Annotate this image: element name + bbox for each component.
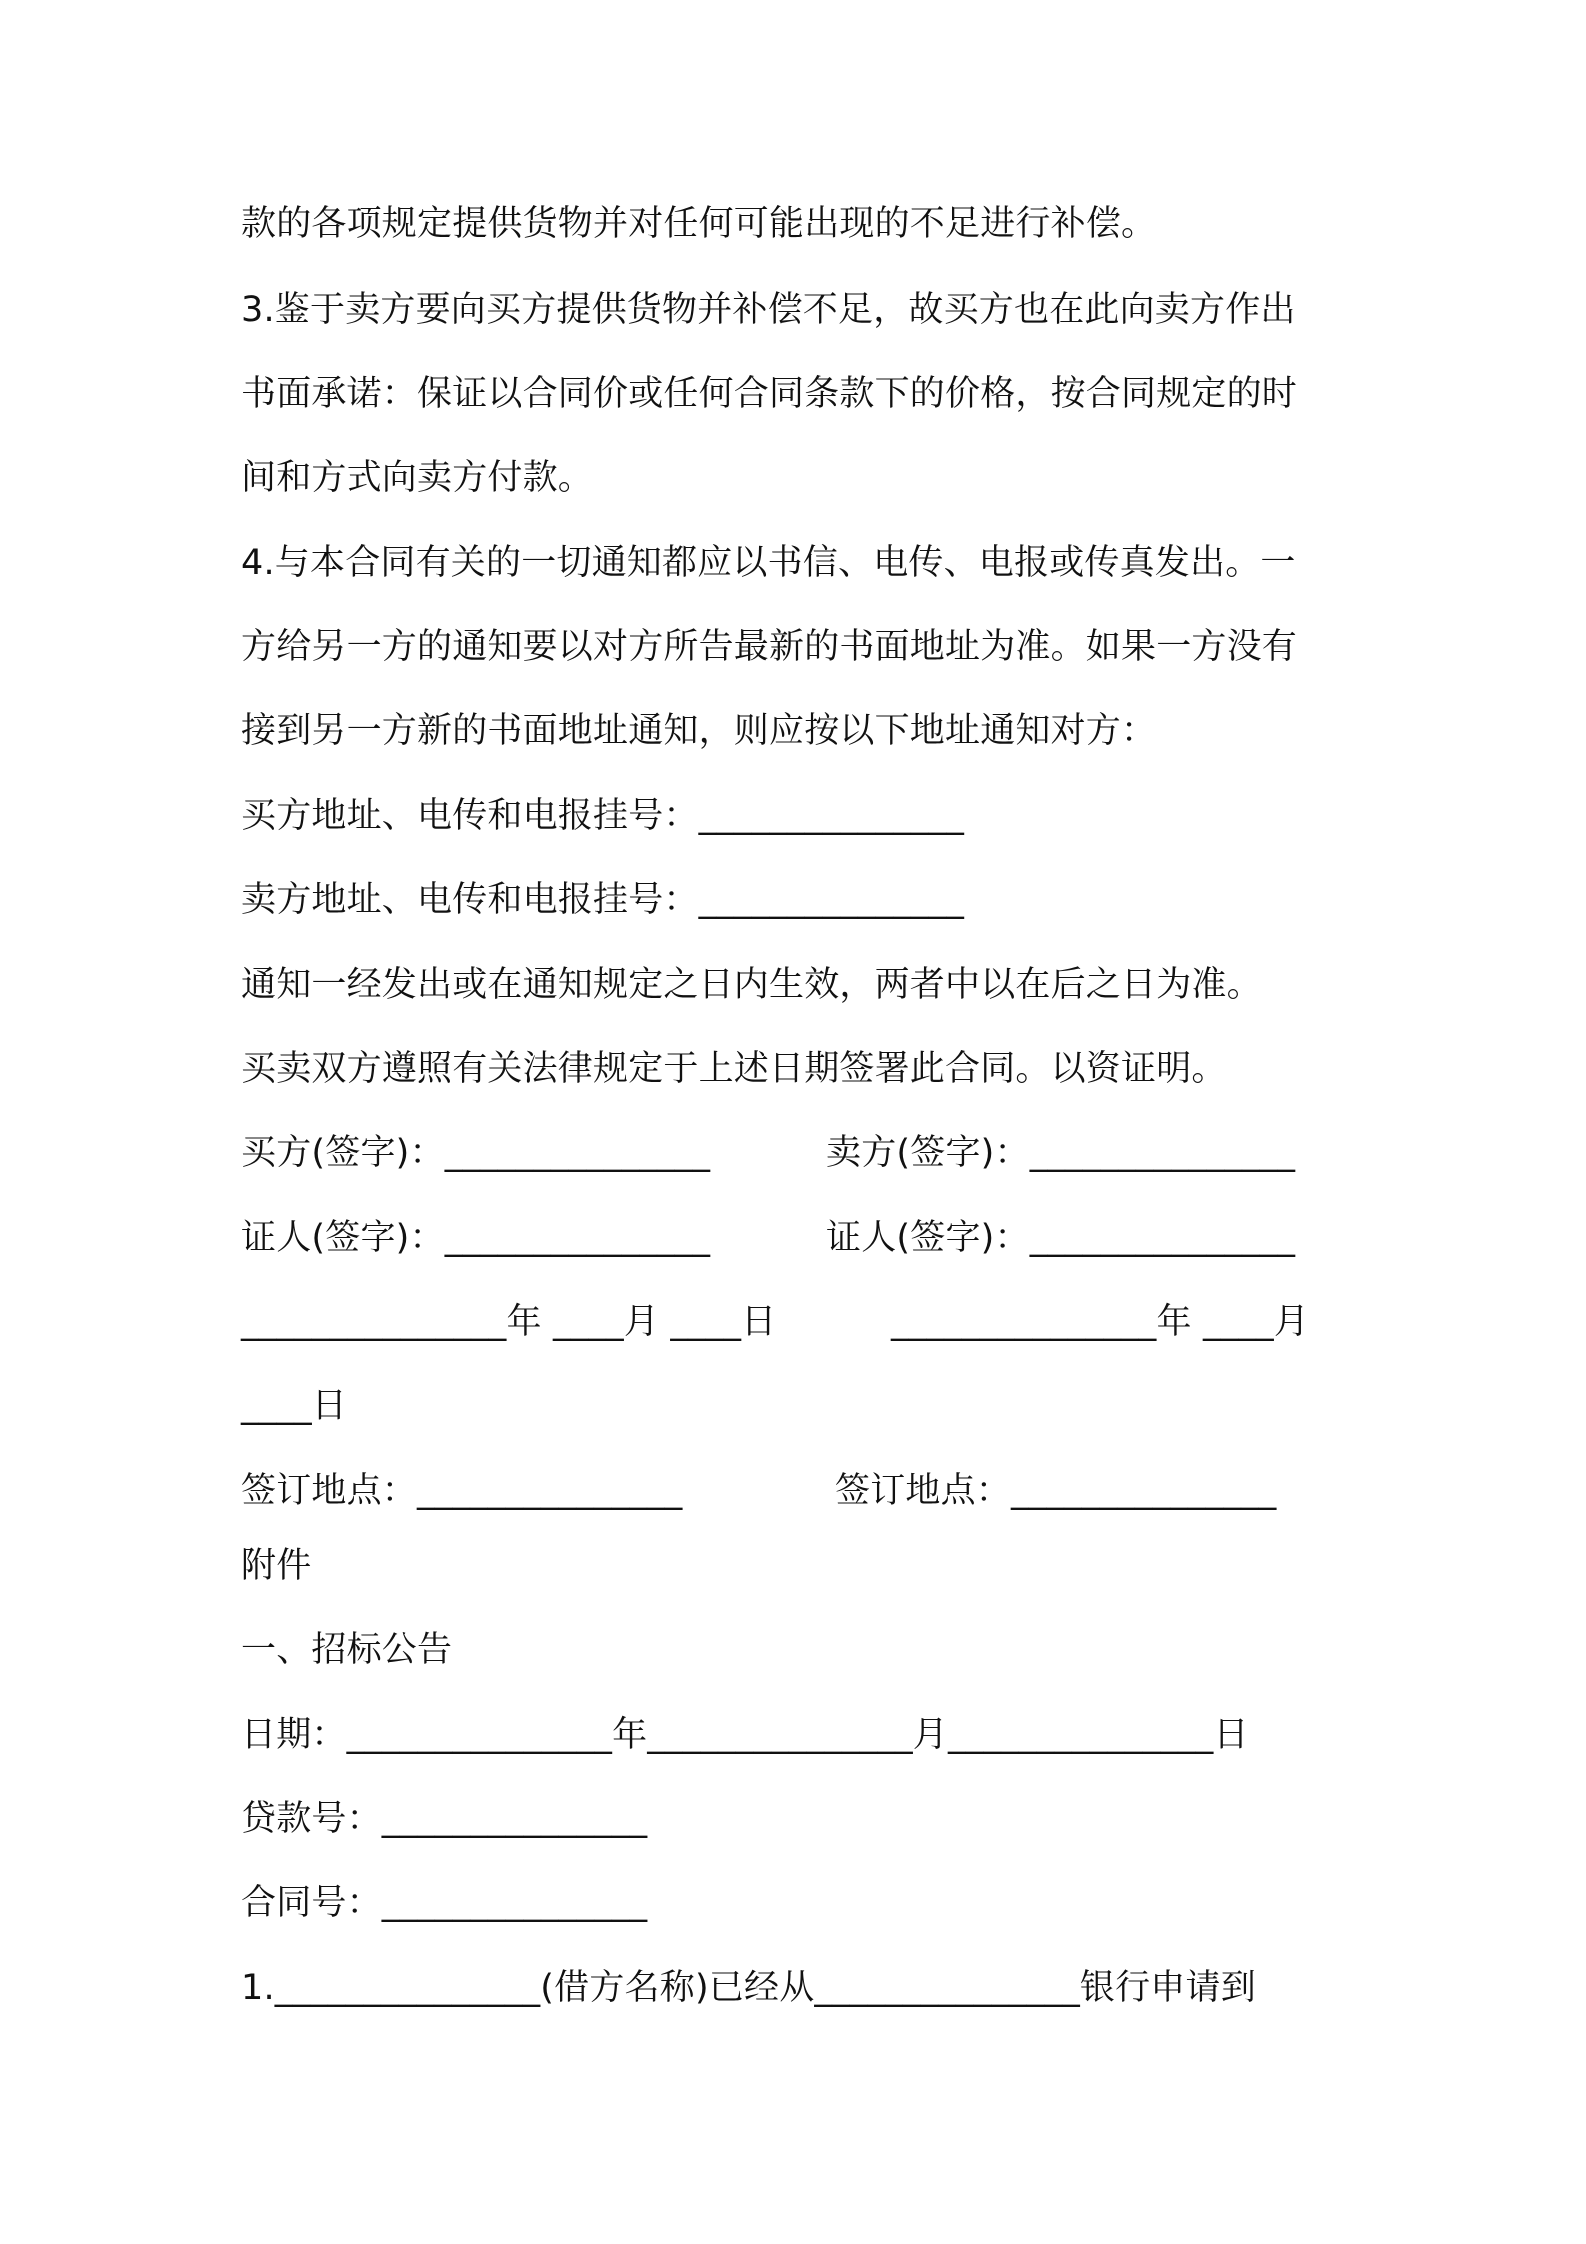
paragraph-line: 书面承诺：保证以合同价或任何合同条款下的价格，按合同规定的时	[241, 374, 1298, 414]
witness-signature-left: 证人(签字)：_______________	[241, 1218, 711, 1258]
signature-row-witnesses	[241, 1213, 1361, 1263]
annex-loan-number: 贷款号：_______________	[241, 1799, 648, 1839]
signature-row-parties	[241, 1128, 1361, 1178]
signature-row-places	[241, 1466, 1361, 1516]
signing-place-right: 签订地点：_______________	[835, 1471, 1277, 1511]
date-right: _______________年 ____月	[891, 1302, 1310, 1342]
buyer-address-line: 买方地址、电传和电报挂号：_______________	[241, 796, 965, 836]
seller-signature: 卖方(签字)：_______________	[826, 1133, 1296, 1173]
date-right-continuation: ____日	[241, 1386, 348, 1426]
annex-section-heading: 一、招标公告	[241, 1630, 453, 1670]
paragraph-line: 间和方式向卖方付款。	[241, 458, 594, 498]
paragraph-line: 接到另一方新的书面地址通知，则应按以下地址通知对方：	[241, 711, 1157, 751]
paragraph-line: 方给另一方的通知要以对方所告最新的书面地址为准。如果一方没有	[241, 627, 1298, 667]
buyer-signature: 买方(签字)：_______________	[241, 1133, 711, 1173]
annex-title: 附件	[241, 1546, 312, 1586]
annex-date-line: 日期：_______________年_______________月_______________日	[241, 1715, 1249, 1755]
paragraph-line: 3.鉴于卖方要向买方提供货物并补偿不足，故买方也在此向卖方作出	[241, 290, 1296, 330]
signing-place-left: 签订地点：_______________	[241, 1471, 683, 1511]
paragraph-line: 通知一经发出或在通知规定之日内生效，两者中以在后之日为准。	[241, 965, 1262, 1005]
paragraph-line: 款的各项规定提供货物并对任何可能出现的不足进行补偿。	[241, 204, 1157, 244]
annex-contract-number: 合同号：_______________	[241, 1883, 648, 1923]
witness-signature-right: 证人(签字)：_______________	[826, 1218, 1296, 1258]
signature-row-dates	[241, 1297, 1361, 1347]
annex-item-1: 1._______________(借方名称)已经从_______________银行申请到	[241, 1968, 1256, 2008]
paragraph-line: 4.与本合同有关的一切通知都应以书信、电传、电报或传真发出。一	[241, 543, 1296, 583]
date-left: _______________年 ____月 ____日	[241, 1302, 777, 1342]
paragraph-line: 买卖双方遵照有关法律规定于上述日期签署此合同。以资证明。	[241, 1049, 1227, 1089]
seller-address-line: 卖方地址、电传和电报挂号：_______________	[241, 880, 965, 920]
